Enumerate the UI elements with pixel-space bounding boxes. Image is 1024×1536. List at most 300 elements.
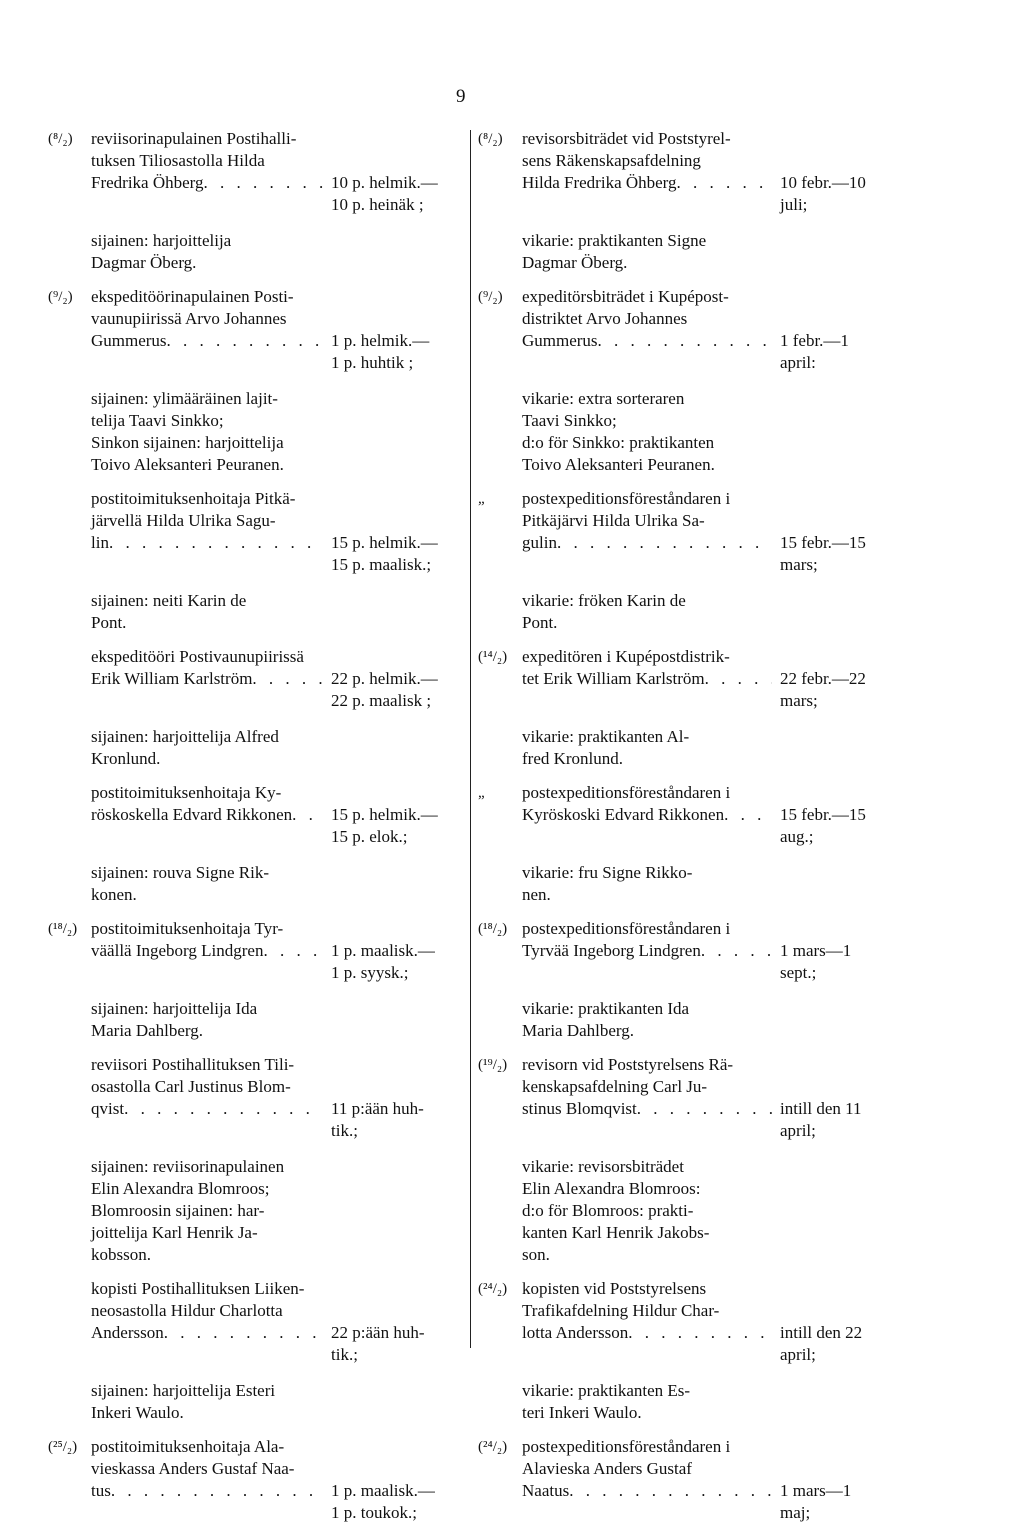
leader-dots — [557, 532, 772, 554]
date-line: aug.; — [780, 827, 814, 846]
substitute-line: fred Kronlund. — [522, 749, 624, 768]
entry-date-mark — [48, 1054, 91, 1142]
mark-spacer — [48, 984, 91, 1042]
swedish-entry — [478, 286, 903, 374]
date-line: intill den 22 — [780, 1323, 863, 1342]
mark-spacer — [48, 1366, 91, 1424]
substitute-line: Kronlund. — [91, 749, 161, 768]
entry-date-mark: (⁹/₂) — [48, 289, 73, 305]
swedish-entry — [478, 488, 903, 576]
substitute-text — [522, 590, 772, 634]
entry-line-text: lotta Andersson — [522, 1323, 629, 1342]
entry-line-text: röskoskella Edvard Rikkonen — [91, 805, 293, 824]
swedish-entry — [478, 1436, 903, 1524]
substitute-line: Taavi Sinkko; — [522, 411, 617, 430]
entry-date-mark: (⁸/₂) — [48, 131, 73, 147]
entry-period — [772, 286, 903, 374]
mark-spacer — [48, 216, 91, 274]
entry-line-last — [91, 172, 323, 194]
entry-line-last — [91, 668, 323, 690]
entry-line: expeditörsbiträdet i Kupépost- — [522, 287, 729, 306]
date-empty — [772, 984, 903, 1042]
entry-period — [323, 1278, 463, 1366]
substitute-block — [478, 1366, 903, 1424]
entry-line-last — [91, 804, 323, 826]
date-spacer — [331, 286, 463, 308]
entry-gap — [478, 1266, 903, 1278]
date-line: 22 p. maalisk ; — [331, 691, 432, 710]
date-line: 22 p. helmik.— — [331, 669, 438, 688]
entry-line-last — [522, 1480, 772, 1502]
finnish-entry — [48, 646, 463, 712]
entry-text — [522, 1278, 772, 1366]
date-spacer — [331, 1076, 463, 1098]
substitute-line: Sinkon sijainen: harjoittelija — [91, 433, 284, 452]
entry-line-last — [522, 1322, 772, 1344]
entry-line: osastolla Carl Justinus Blom- — [91, 1077, 291, 1096]
substitute-block — [478, 984, 903, 1042]
entry-period — [772, 782, 903, 848]
substitute-line: sijainen: reviisorinapulainen — [91, 1157, 285, 1176]
swedish-entry — [478, 128, 903, 216]
date-line: 1 mars—1 — [780, 1481, 852, 1500]
entry-line: neosastolla Hildur Charlotta — [91, 1301, 283, 1320]
substitute-text — [91, 1380, 323, 1424]
entry-gap — [48, 1042, 463, 1054]
entry-gap — [48, 476, 463, 488]
substitute-block — [48, 712, 463, 770]
date-line: april: — [780, 353, 816, 372]
date-line: 22 p:ään huh- — [331, 1323, 425, 1342]
entry-period — [772, 918, 903, 984]
substitute-line: Maria Dahlberg. — [91, 1021, 204, 1040]
substitute-block — [478, 1142, 903, 1266]
substitute-line: vikarie: praktikanten Es- — [522, 1381, 691, 1400]
entry-date-mark — [48, 488, 91, 576]
entry-period — [323, 646, 463, 712]
entry-line-text: stinus Blomqvist — [522, 1099, 637, 1118]
entry-text — [91, 918, 323, 984]
leader-dots — [637, 1098, 772, 1120]
entry-line-text: qvist — [91, 1099, 125, 1118]
date-empty — [772, 848, 903, 906]
leader-dots — [705, 668, 772, 690]
substitute-text — [91, 388, 323, 476]
entry-text — [522, 782, 772, 848]
entry-date-mark: „ — [478, 491, 485, 507]
substitute-line: Toivo Aleksanteri Peuranen. — [522, 455, 715, 474]
date-line: tik.; — [331, 1121, 358, 1140]
substitute-line: Inkeri Waulo. — [91, 1403, 184, 1422]
entry-line-text: Gummerus — [522, 331, 598, 350]
entry-text — [522, 1054, 772, 1142]
page-number: 9 — [456, 86, 466, 107]
substitute-line: teri Inkeri Waulo. — [522, 1403, 642, 1422]
finnish-entry — [48, 488, 463, 576]
entry-line-last — [522, 668, 772, 690]
substitute-block — [478, 848, 903, 906]
substitute-text — [522, 1156, 772, 1266]
date-empty — [323, 712, 463, 770]
date-spacer — [331, 128, 463, 150]
entry-date-mark: (²⁴/₂) — [478, 1439, 508, 1455]
mark-spacer — [478, 216, 522, 274]
substitute-text — [522, 998, 772, 1042]
substitute-block — [48, 374, 463, 476]
date-empty — [323, 576, 463, 634]
mark-spacer — [478, 576, 522, 634]
entry-period — [323, 488, 463, 576]
entry-date-mark: (²⁵/₂) — [48, 1439, 78, 1455]
entry-period — [323, 918, 463, 984]
entry-line-last — [91, 532, 323, 554]
swedish-entry — [478, 1278, 903, 1366]
entry-text — [91, 128, 323, 216]
substitute-text — [91, 1156, 323, 1266]
mark-spacer — [48, 576, 91, 634]
entry-period — [323, 782, 463, 848]
date-line: 10 p. heinäk ; — [331, 195, 424, 214]
substitute-text — [522, 726, 772, 770]
date-line: 22 febr.—22 — [780, 669, 866, 688]
entry-line-last — [91, 940, 323, 962]
entry-line: postitoimituksenhoitaja Ky- — [91, 783, 282, 802]
entry-line: ekspeditööri Postivaunupiirissä — [91, 647, 304, 666]
substitute-text — [522, 862, 772, 906]
date-line: 11 p:ään huh- — [331, 1099, 424, 1118]
entry-line-text: väällä Ingeborg Lindgren — [91, 941, 264, 960]
date-line: 1 p. syysk.; — [331, 963, 409, 982]
date-spacer — [331, 1300, 463, 1322]
entry-line: postexpeditionsföreståndaren i — [522, 489, 731, 508]
substitute-line: sijainen: harjoittelija — [91, 231, 232, 250]
date-line: 1 p. toukok.; — [331, 1503, 417, 1522]
leader-dots — [167, 330, 323, 352]
entry-line: postexpeditionsföreståndaren i — [522, 783, 731, 802]
substitute-block — [478, 712, 903, 770]
entry-line: Trafikafdelning Hildur Char- — [522, 1301, 720, 1320]
swedish-entry — [478, 646, 903, 712]
date-line: tik.; — [331, 1345, 358, 1364]
entry-gap — [478, 634, 903, 646]
entry-line-last — [91, 1098, 323, 1120]
date-spacer — [780, 510, 903, 532]
entry-line: postitoimituksenhoitaja Tyr- — [91, 919, 284, 938]
substitute-text — [91, 230, 323, 274]
substitute-line: vikarie: praktikanten Al- — [522, 727, 690, 746]
entry-period — [772, 1278, 903, 1366]
substitute-text — [522, 230, 772, 274]
finnish-entry — [48, 286, 463, 374]
substitute-line: vikarie: fru Signe Rikko- — [522, 863, 693, 882]
entry-text — [91, 286, 323, 374]
date-line: sept.; — [780, 963, 817, 982]
substitute-block — [48, 576, 463, 634]
entry-line-text: Gummerus — [91, 331, 167, 350]
leader-dots — [569, 1480, 772, 1502]
date-line: 15 febr.—15 — [780, 805, 866, 824]
date-empty — [772, 1366, 903, 1424]
entry-line: postexpeditionsföreståndaren i — [522, 919, 731, 938]
mark-spacer — [478, 374, 522, 476]
entry-line-last — [91, 1322, 323, 1344]
substitute-block — [48, 1142, 463, 1266]
entry-line: kenskapsafdelning Carl Ju- — [522, 1077, 708, 1096]
leader-dots — [724, 804, 772, 826]
leader-dots — [109, 532, 323, 554]
entry-line-last — [522, 532, 772, 554]
date-spacer — [780, 1300, 903, 1322]
substitute-line: sijainen: harjoittelija Ida — [91, 999, 258, 1018]
mark-spacer — [478, 1366, 522, 1424]
substitute-block — [478, 576, 903, 634]
entry-date-mark — [48, 1278, 91, 1366]
finnish-entry — [48, 128, 463, 216]
entry-period — [772, 1054, 903, 1142]
entry-text — [91, 1436, 323, 1524]
substitute-text — [522, 388, 772, 476]
entry-line-text: tet Erik William Karlström — [522, 669, 705, 688]
entry-line: distriktet Arvo Johannes — [522, 309, 688, 328]
entry-date-mark: (¹⁹/₂) — [478, 1057, 508, 1073]
substitute-text — [91, 726, 323, 770]
entry-gap — [478, 1042, 903, 1054]
entry-line: ekspeditöörinapulainen Posti- — [91, 287, 294, 306]
mark-spacer — [48, 712, 91, 770]
entry-line-last — [91, 330, 323, 352]
date-line: juli; — [780, 195, 808, 214]
entry-line-text: Naatus — [522, 1481, 570, 1500]
entry-line: järvellä Hilda Ulrika Sagu- — [91, 511, 276, 530]
date-spacer — [780, 308, 903, 330]
entry-gap — [48, 1424, 463, 1436]
entry-text — [91, 488, 323, 576]
date-spacer — [780, 128, 903, 150]
entry-period — [772, 488, 903, 576]
entry-line: tuksen Tiliosastolla Hilda — [91, 151, 265, 170]
date-spacer — [331, 1458, 463, 1480]
substitute-line: vikarie: revisorsbiträdet — [522, 1157, 684, 1176]
entry-gap — [48, 1524, 463, 1536]
finnish-entry — [48, 1278, 463, 1366]
swedish-entry — [478, 782, 903, 848]
substitute-block — [48, 848, 463, 906]
substitute-block — [478, 374, 903, 476]
leader-dots — [292, 804, 323, 826]
substitute-line: joittelija Karl Henrik Ja- — [91, 1223, 258, 1242]
date-empty — [772, 576, 903, 634]
date-empty — [323, 374, 463, 476]
swedish-entry — [478, 918, 903, 984]
entry-date-mark: (¹⁸/₂) — [478, 921, 508, 937]
date-line: 1 p. maalisk.— — [331, 1481, 435, 1500]
entry-line: postexpeditionsföreståndaren i — [522, 1437, 731, 1456]
date-spacer — [780, 1278, 903, 1300]
substitute-line: sijainen: rouva Signe Rik- — [91, 863, 270, 882]
substitute-text — [91, 590, 323, 634]
mark-spacer — [478, 848, 522, 906]
date-spacer — [780, 286, 903, 308]
mark-spacer — [478, 1142, 522, 1266]
entry-date-mark: (¹⁸/₂) — [48, 921, 78, 937]
entry-text — [91, 1278, 323, 1366]
date-line: intill den 11 — [780, 1099, 862, 1118]
entry-date-mark — [48, 782, 91, 848]
substitute-block — [478, 216, 903, 274]
leader-dots — [164, 1322, 323, 1344]
date-empty — [323, 848, 463, 906]
date-empty — [323, 216, 463, 274]
entry-line: vieskassa Anders Gustaf Naa- — [91, 1459, 295, 1478]
mark-spacer — [478, 712, 522, 770]
leader-dots — [204, 172, 323, 194]
date-spacer — [331, 782, 463, 804]
column-divider — [470, 130, 471, 1348]
mark-spacer — [48, 848, 91, 906]
finnish-column — [48, 128, 463, 1536]
date-spacer — [331, 308, 463, 330]
leader-dots — [124, 1098, 323, 1120]
entry-period — [323, 128, 463, 216]
leader-dots — [677, 172, 772, 194]
mark-spacer — [478, 984, 522, 1042]
substitute-line: Toivo Aleksanteri Peuranen. — [91, 455, 284, 474]
date-line: 1 p. helmik.— — [331, 331, 430, 350]
leader-dots — [628, 1322, 772, 1344]
substitute-line: sijainen: neiti Karin de — [91, 591, 247, 610]
entry-line-last — [522, 330, 772, 352]
mark-spacer — [48, 1142, 91, 1266]
substitute-line: Elin Alexandra Blomroos; — [91, 1179, 270, 1198]
date-empty — [323, 1142, 463, 1266]
entry-line-last — [522, 804, 772, 826]
entry-line-last — [522, 172, 772, 194]
entry-text — [91, 782, 323, 848]
substitute-line: konen. — [91, 885, 137, 904]
finnish-entry — [48, 1054, 463, 1142]
entry-gap — [48, 1266, 463, 1278]
finnish-entry — [48, 1436, 463, 1524]
entry-line-last — [91, 1480, 323, 1502]
entry-date-mark: (²⁴/₂) — [478, 1281, 508, 1297]
entry-text — [522, 128, 772, 216]
entry-line-text: Tyrvää Ingeborg Lindgren — [522, 941, 701, 960]
date-spacer — [331, 1278, 463, 1300]
substitute-line: sijainen: harjoittelija Alfred — [91, 727, 279, 746]
entry-line: postitoimituksenhoitaja Pitkä- — [91, 489, 296, 508]
leader-dots — [111, 1480, 323, 1502]
substitute-block — [48, 216, 463, 274]
entry-line: reviisori Postihallituksen Tili- — [91, 1055, 295, 1074]
entry-line: vaunupiirissä Arvo Johannes — [91, 309, 287, 328]
date-empty — [323, 984, 463, 1042]
date-line: maj; — [780, 1503, 811, 1522]
swedish-column — [478, 128, 903, 1536]
date-line: april; — [780, 1121, 816, 1140]
date-line: mars; — [780, 555, 818, 574]
mark-spacer — [48, 374, 91, 476]
date-spacer — [780, 150, 903, 172]
swedish-entry — [478, 1054, 903, 1142]
entry-date-mark: (¹⁴/₂) — [478, 649, 508, 665]
entry-line: Alavieska Anders Gustaf — [522, 1459, 692, 1478]
date-line: 1 p. huhtik ; — [331, 353, 414, 372]
entry-text — [522, 646, 772, 712]
substitute-line: Dagmar Öberg. — [522, 253, 628, 272]
entry-gap — [48, 274, 463, 286]
date-spacer — [331, 488, 463, 510]
entry-text — [91, 1054, 323, 1142]
substitute-text — [91, 862, 323, 906]
entry-period — [323, 1436, 463, 1524]
entry-line-text: tus — [91, 1481, 111, 1500]
date-spacer — [331, 646, 463, 668]
entry-gap — [478, 476, 903, 488]
entry-line: expeditören i Kupépostdistrik- — [522, 647, 730, 666]
substitute-line: kanten Karl Henrik Jakobs- — [522, 1223, 710, 1242]
entry-text — [522, 918, 772, 984]
entry-gap — [478, 1424, 903, 1436]
entry-text — [91, 646, 323, 712]
substitute-line: vikarie: praktikanten Ida — [522, 999, 690, 1018]
date-empty — [772, 216, 903, 274]
date-empty — [772, 1142, 903, 1266]
date-spacer — [331, 510, 463, 532]
substitute-line: d:o för Blomroos: prakti- — [522, 1201, 694, 1220]
substitute-block — [48, 984, 463, 1042]
substitute-line: sijainen: ylimääräinen lajit- — [91, 389, 278, 408]
substitute-line: Maria Dahlberg. — [522, 1021, 635, 1040]
leader-dots — [263, 940, 323, 962]
entry-line-text: Kyröskoski Edvard Rikkonen — [522, 805, 725, 824]
date-line: 15 febr.—15 — [780, 533, 866, 552]
date-line: 15 p. helmik.— — [331, 805, 438, 824]
substitute-line: Pont. — [522, 613, 558, 632]
entry-line: Pitkäjärvi Hilda Ulrika Sa- — [522, 511, 705, 530]
date-spacer — [780, 1076, 903, 1098]
date-line: 1 mars—1 — [780, 941, 852, 960]
date-spacer — [780, 1054, 903, 1076]
date-line: 10 febr.—10 — [780, 173, 866, 192]
finnish-entry — [48, 782, 463, 848]
substitute-line: vikarie: fröken Karin de — [522, 591, 686, 610]
date-line: 10 p. helmik.— — [331, 173, 438, 192]
entry-gap — [48, 770, 463, 782]
entry-gap — [478, 274, 903, 286]
entry-gap — [478, 906, 903, 918]
entry-line-last — [522, 1098, 772, 1120]
substitute-line: Pont. — [91, 613, 127, 632]
entry-period — [323, 286, 463, 374]
entry-line: reviisorinapulainen Postihalli- — [91, 129, 297, 148]
substitute-line: kobsson. — [91, 1245, 151, 1264]
entry-date-mark: „ — [478, 785, 485, 801]
entry-period — [772, 128, 903, 216]
entry-period — [772, 1436, 903, 1524]
date-line: 1 febr.—1 — [780, 331, 849, 350]
entry-line-text: Hilda Fredrika Öhberg — [522, 173, 677, 192]
substitute-line: vikarie: extra sorteraren — [522, 389, 685, 408]
date-empty — [323, 1366, 463, 1424]
date-spacer — [331, 918, 463, 940]
entry-line: postitoimituksenhoitaja Ala- — [91, 1437, 285, 1456]
entry-line-text: gulin — [522, 533, 557, 552]
substitute-line: d:o för Sinkko: praktikanten — [522, 433, 715, 452]
entry-line-text: Erik William Karlström — [91, 669, 253, 688]
entry-line-last — [522, 940, 772, 962]
substitute-line: nen. — [522, 885, 551, 904]
substitute-block — [48, 1366, 463, 1424]
